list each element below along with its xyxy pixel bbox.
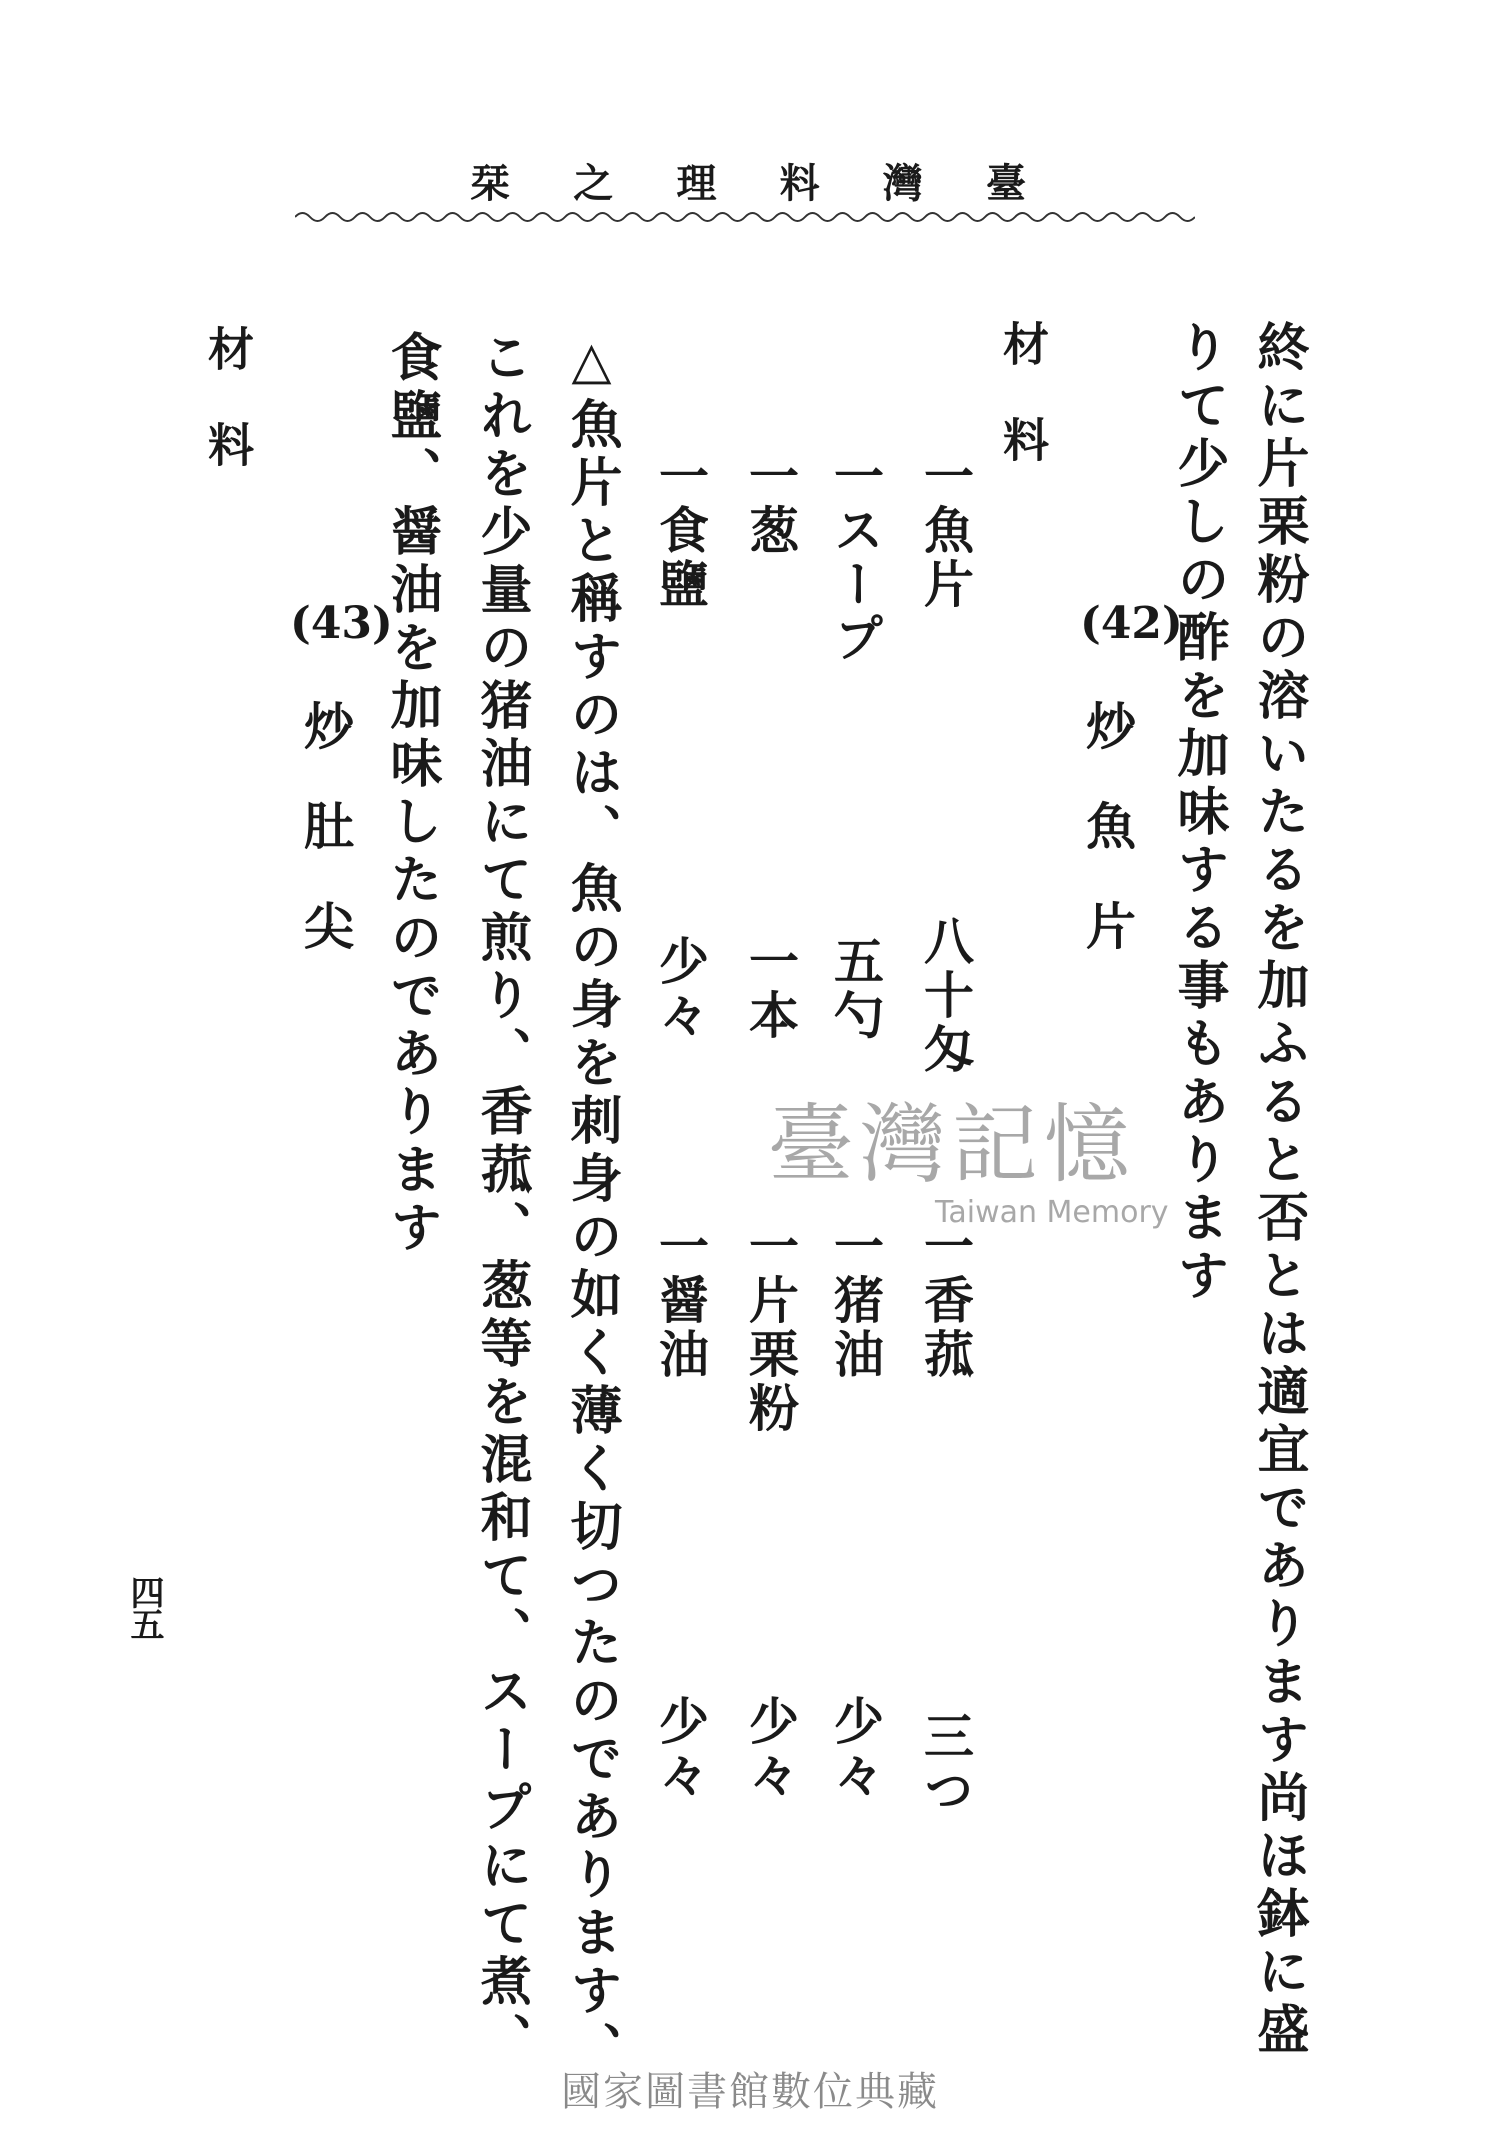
header-char: 臺 (986, 160, 1030, 207)
ingredient-name: 一猪油 (826, 1220, 885, 1382)
ingredient-qty: 少々 (651, 935, 710, 1043)
ingredient-qty: 一本 (741, 935, 800, 1043)
ingredient-qty: 三つ (916, 1710, 975, 1818)
ingredient-qty: 少々 (651, 1695, 710, 1803)
ingredient-qty: 少々 (826, 1695, 885, 1803)
section-label: 材料 (201, 325, 255, 517)
watermark-en: Taiwan Memory (935, 1195, 1169, 1230)
text-column: △魚片と稱すのは、魚の身を刺身の如く薄く切つたのであります、 (561, 330, 622, 2079)
recipe-number: (43) (290, 598, 393, 649)
section-label: 材料 (996, 320, 1050, 512)
ingredient-qty: 少々 (741, 1695, 800, 1803)
ingredient-name: 一魚片 (916, 450, 975, 612)
header-char: 栞 (470, 160, 515, 207)
text-column: りて少しの酢を加味する事もあります (1168, 320, 1229, 1306)
ingredient-name: 一食鹽 (651, 450, 710, 612)
wavy-rule (295, 205, 1195, 229)
recipe-title: 炒魚片 (1078, 700, 1137, 1000)
ingredient-qty: 五勺 (826, 935, 885, 1043)
recipe-number: (42) (1080, 598, 1183, 649)
text-column: これを少量の猪油にて煎り、香菰、葱等を混和て、スープにて煮、 (471, 330, 532, 2070)
header-char: 料 (779, 160, 824, 207)
ingredient-qty: 八十匁 (916, 915, 975, 1077)
header-char: 理 (676, 160, 721, 207)
ingredient-name: 一香菰 (916, 1220, 975, 1382)
running-header (470, 152, 1030, 209)
header-char: 之 (573, 160, 618, 207)
watermark-cjk: 臺灣記憶 (767, 1095, 1136, 1195)
text-column: 終に片栗粉の溶いたるを加ふると否とは適宜であります尚ほ鉢に盛 (1248, 320, 1309, 2060)
footer-credit: 國家圖書館數位典藏 (561, 2069, 939, 2115)
ingredient-name: 一醤油 (651, 1220, 710, 1382)
text-column: 食鹽、醤油を加味したのであります (381, 330, 442, 1258)
header-char: 灣 (882, 160, 927, 207)
ingredient-name: 一葱 (741, 450, 800, 558)
ingredient-name: 一スープ (826, 450, 885, 666)
page-number: 四五 (124, 1575, 164, 1639)
watermark (735, 1075, 1169, 1230)
ingredient-name: 一片栗粉 (741, 1220, 800, 1436)
recipe-title: 炒肚尖 (296, 700, 355, 1000)
